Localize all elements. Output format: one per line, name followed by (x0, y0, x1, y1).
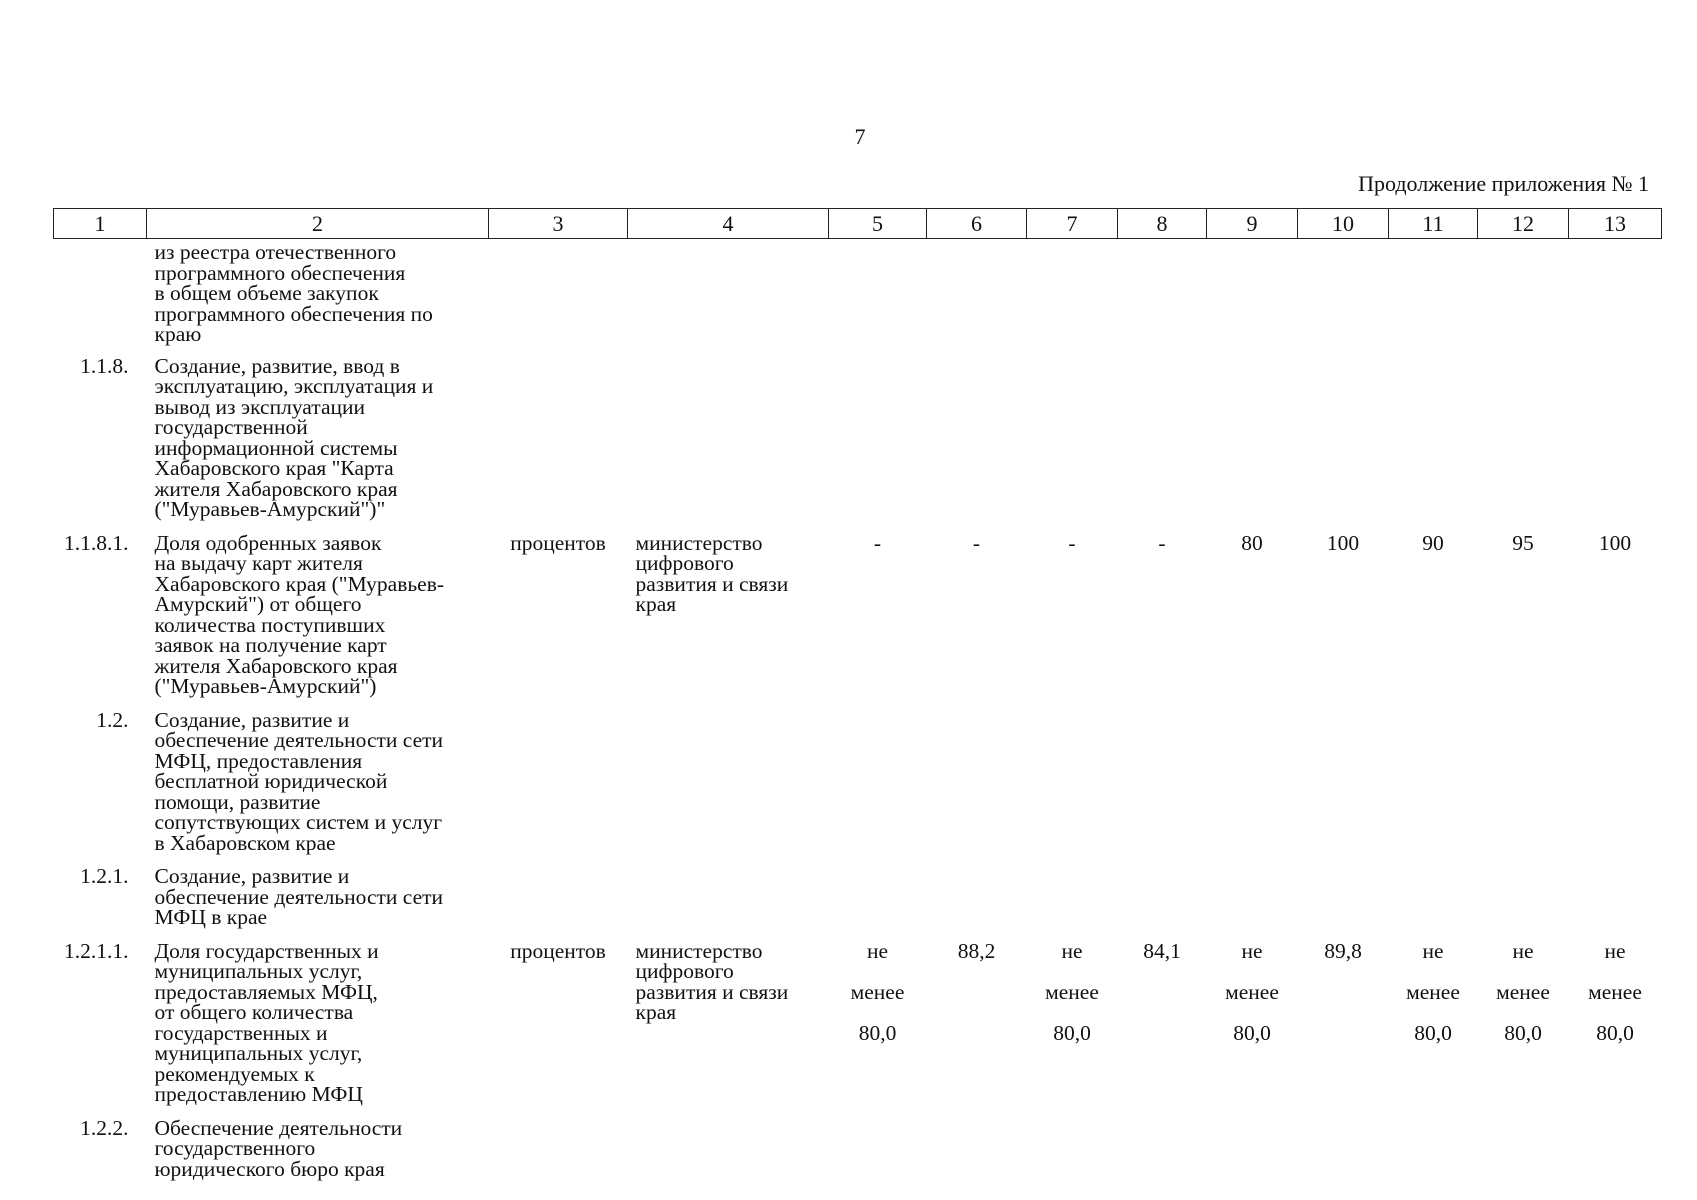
text-line: Создание, развитие и (154, 864, 350, 888)
value-cell-col-10 (1298, 861, 1389, 936)
table-row (54, 351, 1662, 528)
unit-cell (489, 861, 628, 936)
text-line: рекомендуемых к (154, 1061, 315, 1086)
table-row (54, 528, 1662, 705)
value-cell-col-5 (829, 861, 927, 936)
text-line: обеспечение деятельности сети (154, 884, 444, 909)
text-line: Создание, развитие, ввод в (154, 353, 400, 378)
text-line: предоставлению МФЦ (154, 1082, 363, 1106)
column-header-1: 1 (54, 209, 147, 239)
value-cell-col-7 (1027, 936, 1118, 1113)
text-line: менее (1588, 979, 1642, 1004)
page-number: 7 (854, 124, 866, 149)
text-line: ("Муравьев-Амурский")" (154, 497, 386, 521)
value-cell-col-10 (1298, 705, 1389, 862)
row-number-cell: 1.2.1. (80, 864, 129, 888)
text-line: 80,0 (1053, 1020, 1091, 1045)
header-row (54, 209, 1662, 239)
value-cell-col-7 (1027, 1113, 1118, 1188)
column-header-10: 10 (1298, 209, 1389, 239)
unit-cell (489, 351, 628, 528)
value-cell-col-12 (1478, 705, 1569, 862)
row-number-cell: 1.2. (96, 707, 129, 732)
value-cell-col-13 (1569, 705, 1662, 862)
value-cell-col-11 (1389, 705, 1478, 862)
column-header-13: 13 (1569, 209, 1662, 239)
text-line: Доля одобренных заявок (154, 530, 382, 555)
value-cell-col-7 (1027, 705, 1118, 862)
text-line: развития и связи (635, 979, 789, 1004)
value-cell-col-9 (1207, 239, 1298, 351)
text-line: министерство (635, 530, 763, 555)
value-cell-col-11 (1389, 936, 1478, 1113)
text-line: государственных и (154, 1020, 328, 1045)
value-cell-col-8 (1118, 705, 1207, 862)
row-number-cell: 1.1.8. (80, 353, 129, 378)
table-header (54, 209, 1662, 239)
value-cell-col-8 (1118, 861, 1207, 936)
column-header-4: 4 (628, 209, 829, 239)
column-header-2: 2 (147, 209, 489, 239)
value-cell-col-13 (1569, 239, 1662, 351)
text-line: обеспечение деятельности сети (154, 728, 444, 752)
value-cell-col-8: 84,1 (1143, 938, 1181, 963)
value-cell-col-6: 88,2 (957, 938, 996, 963)
table-row (54, 936, 1662, 1113)
value-cell-col-12 (1478, 861, 1569, 936)
column-header-7: 7 (1027, 209, 1118, 239)
table-body (54, 239, 1662, 1188)
text-line: не (866, 938, 889, 963)
text-line: менее (1225, 979, 1279, 1004)
appendix-continuation-label: Продолжение приложения № 1 (1358, 171, 1649, 196)
text-line: менее (1045, 979, 1099, 1004)
value-cell-col-6 (927, 351, 1027, 528)
value-cell-col-10: 100 (1326, 530, 1360, 555)
value-cell-col-6: - (972, 530, 981, 555)
value-cell-col-12 (1478, 1113, 1569, 1188)
responsible-org-cell (628, 861, 829, 936)
value-cell-col-13 (1569, 351, 1662, 528)
value-cell-col-11: 90 (1422, 530, 1444, 555)
value-cell-col-12 (1478, 351, 1569, 528)
row-number-cell: 1.1.8.1. (64, 530, 129, 555)
value-cell-col-13 (1569, 1113, 1662, 1188)
unit-cell (489, 239, 628, 351)
unit-cell (489, 1113, 628, 1188)
text-line: 80,0 (1596, 1020, 1634, 1045)
indicator-name-cell (147, 528, 489, 705)
text-line: 80,0 (1504, 1020, 1542, 1045)
text-line: вывод из эксплуатации (154, 394, 366, 419)
text-line: ("Муравьев-Амурский") (154, 674, 377, 698)
column-header-5: 5 (829, 209, 927, 239)
row-number-cell: 1.2.1.1. (64, 938, 129, 963)
value-cell-col-8 (1118, 239, 1207, 351)
value-cell-col-12: 95 (1512, 530, 1534, 555)
text-line: информационной системы (154, 435, 398, 460)
row-number-cell (54, 239, 147, 351)
text-line: программного обеспечения (154, 260, 406, 285)
text-line: от общего количества (154, 1000, 354, 1024)
table-row (54, 861, 1662, 936)
text-line: 80,0 (858, 1020, 897, 1045)
value-cell-col-6 (927, 239, 1027, 351)
text-line: государственной (154, 415, 308, 439)
value-cell-col-5 (829, 239, 927, 351)
table-row (54, 705, 1662, 862)
value-cell-col-13 (1569, 861, 1662, 936)
responsible-org-cell (628, 936, 829, 1113)
value-cell-col-5 (829, 1113, 927, 1188)
text-line: бесплатной юридической (154, 769, 388, 793)
value-cell-col-12 (1478, 239, 1569, 351)
text-line: не (1061, 938, 1083, 963)
text-line: Доля государственных и (154, 938, 379, 963)
column-header-6: 6 (927, 209, 1027, 239)
value-cell-col-11 (1389, 239, 1478, 351)
value-cell-col-8 (1118, 351, 1207, 528)
indicator-name-cell (147, 351, 489, 528)
text-line: краю (154, 322, 202, 346)
value-cell-col-5 (829, 936, 927, 1113)
column-header-8: 8 (1118, 209, 1207, 239)
value-cell-col-7 (1027, 351, 1118, 528)
text-line: Хабаровского края ("Муравьев- (154, 571, 445, 596)
text-line: не (1241, 938, 1263, 963)
value-cell-col-10 (1298, 351, 1389, 528)
text-line: менее (850, 979, 905, 1004)
column-header-9: 9 (1207, 209, 1298, 239)
unit-cell: процентов (510, 938, 606, 963)
indicator-name-cell (147, 861, 489, 936)
text-line: жителя Хабаровского края (154, 476, 398, 501)
column-header-11: 11 (1389, 209, 1478, 239)
value-cell-col-7 (1027, 861, 1118, 936)
text-line: сопутствующих систем и услуг (154, 810, 443, 834)
value-cell-col-13: 100 (1598, 530, 1632, 555)
responsible-org-cell (628, 239, 829, 351)
text-line: Хабаровского края "Карта (154, 456, 394, 480)
value-cell-col-9: 80 (1241, 530, 1263, 555)
value-cell-col-6 (927, 705, 1027, 862)
text-line: помощи, развитие (154, 789, 321, 814)
text-line: жителя Хабаровского края (154, 653, 398, 678)
responsible-org-cell (628, 1113, 829, 1188)
text-line: государственного (154, 1136, 316, 1160)
text-line: программного обеспечения по (154, 301, 433, 326)
value-cell-col-7: - (1068, 530, 1076, 555)
text-line: развития и связи (635, 571, 789, 596)
unit-cell: процентов (510, 530, 606, 555)
text-line: из реестра отечественного (154, 240, 397, 264)
text-line: цифрового (635, 959, 734, 983)
value-cell-col-9 (1207, 861, 1298, 936)
value-cell-col-9 (1207, 1113, 1298, 1188)
value-cell-col-11 (1389, 1113, 1478, 1188)
text-line: министерство (635, 938, 763, 963)
text-line: Амурский") от общего (154, 592, 362, 616)
text-line: менее (1496, 979, 1550, 1004)
text-line: в Хабаровском крае (154, 830, 336, 855)
value-cell-col-5 (829, 705, 927, 862)
text-line: эксплуатацию, эксплуатация и (154, 374, 434, 398)
value-cell-col-8: - (1158, 530, 1166, 555)
value-cell-col-9 (1207, 351, 1298, 528)
text-line: муниципальных услуг, (154, 1041, 363, 1065)
text-line: менее (1406, 979, 1460, 1004)
value-cell-col-8 (1118, 1113, 1207, 1188)
value-cell-col-10 (1298, 239, 1389, 351)
text-line: не (1422, 938, 1444, 963)
indicator-name-cell (147, 936, 489, 1113)
value-cell-col-6 (927, 1113, 1027, 1188)
value-cell-col-13 (1569, 936, 1662, 1113)
text-line: края (635, 592, 677, 616)
text-line: Обеспечение деятельности (154, 1115, 403, 1140)
unit-cell (489, 705, 628, 862)
text-line: в общем объеме закупок (154, 281, 379, 305)
text-line: количества поступивших (154, 612, 386, 637)
value-cell-col-6 (927, 861, 1027, 936)
responsible-org-cell (628, 351, 829, 528)
table-row (54, 239, 1662, 351)
text-line: не (1604, 938, 1626, 963)
value-cell-col-11 (1389, 861, 1478, 936)
value-cell-col-5 (829, 351, 927, 528)
text-line: муниципальных услуг, (154, 959, 363, 983)
text-line: края (635, 1000, 677, 1024)
text-line: МФЦ, предоставления (154, 748, 363, 773)
indicator-name-cell (147, 705, 489, 862)
text-line: 80,0 (1233, 1020, 1271, 1045)
column-header-3: 3 (489, 209, 628, 239)
text-line: 80,0 (1414, 1020, 1452, 1045)
text-line: заявок на получение карт (154, 633, 387, 657)
value-cell-col-5: - (873, 530, 882, 555)
text-line: предоставляемых МФЦ, (154, 979, 378, 1004)
indicator-name-cell (147, 1113, 489, 1188)
text-line: юридического бюро края (154, 1156, 385, 1181)
text-line: МФЦ в крае (154, 905, 268, 929)
text-line: на выдачу карт жителя (154, 551, 363, 575)
text-line: цифрового (635, 551, 734, 575)
value-cell-col-11 (1389, 351, 1478, 528)
text-line: не (1512, 938, 1534, 963)
value-cell-col-7 (1027, 239, 1118, 351)
text-line: Создание, развитие и (154, 707, 350, 732)
table-row (54, 1113, 1662, 1188)
value-cell-col-12 (1478, 936, 1569, 1113)
responsible-org-cell (628, 705, 829, 862)
column-header-12: 12 (1478, 209, 1569, 239)
value-cell-col-10: 89,8 (1324, 938, 1362, 963)
row-number-cell: 1.2.2. (80, 1115, 129, 1140)
indicators-table (53, 208, 1662, 1187)
indicator-name-cell (147, 239, 489, 351)
value-cell-col-10 (1298, 1113, 1389, 1188)
responsible-org-cell (628, 528, 829, 705)
value-cell-col-9 (1207, 705, 1298, 862)
value-cell-col-9 (1207, 936, 1298, 1113)
